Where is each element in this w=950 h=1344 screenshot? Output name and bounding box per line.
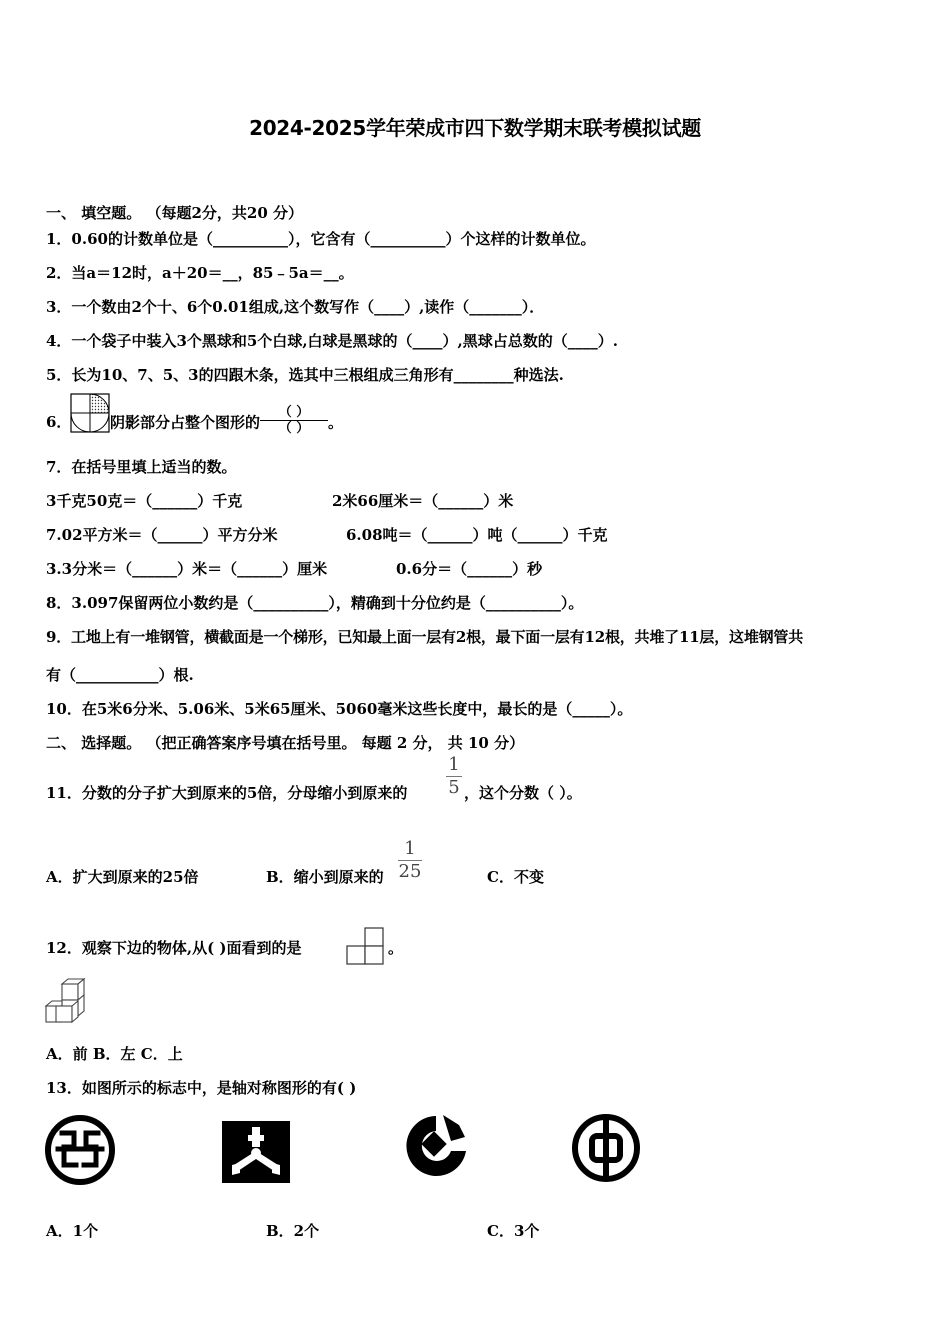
question-13-option-c: C．3个 [487, 1222, 540, 1240]
icbc-logo-icon [44, 1115, 116, 1185]
question-4: 4．一个袋子中装入3个黑球和5个白球,白球是黑球的（____）,黑球占总数的（____）. [46, 332, 618, 350]
question-7-intro: 7．在括号里填上适当的数。 [46, 458, 237, 476]
question-8: 8．3.097保留两位小数约是（__________），精确到十分位约是（__________）。 [46, 594, 584, 612]
question-1: 1．0.60的计数单位是（__________），它含有（__________）个这样的计数单位。 [46, 230, 596, 248]
page-title: 2024-2025学年荣成市四下数学期末联考模拟试题 [249, 116, 701, 140]
question-5: 5．长为10、7、5、3的四跟木条，选其中三根组成三角形有________种选法. [46, 366, 564, 384]
fraction-denominator: 5 [446, 776, 462, 799]
ccb-trident-logo-icon [222, 1121, 290, 1183]
fraction-numerator: 1 [448, 754, 460, 775]
fraction-denominator: （ ） [260, 420, 328, 436]
view-squares-figure [345, 926, 385, 966]
question-12-suffix: 。 [388, 939, 404, 957]
question-11-text: 11．分数的分子扩大到原来的5倍，分母缩小到原来的 [46, 784, 408, 802]
question-7-row2-b: 6.08吨＝（______）吨（______）千克 [346, 526, 608, 544]
question-13-option-a: A．1个 [46, 1222, 99, 1240]
question-11-option-b: B．缩小到原来的 [266, 868, 384, 886]
question-6-suffix: 。 [328, 413, 344, 432]
question-3: 3．一个数由2个十、6个0.01组成,这个数写作（____）,读作（_______）． [46, 298, 545, 316]
quarter-circle-figure [70, 393, 110, 433]
fraction-numerator: （ ） [278, 405, 310, 420]
ccb-coin-logo-icon [403, 1113, 469, 1179]
question-11-suffix: ，这个分数（ ）。 [464, 784, 582, 802]
question-7-row1-b: 2米66厘米＝（______）米 [332, 492, 514, 510]
question-10: 10．在5米6分米、5.06米、5米65厘米、5060毫米这些长度中，最长的是（_____）。 [46, 700, 633, 718]
question-7-row3-a: 3.3分米＝（______）米＝（______）厘米 [46, 560, 328, 578]
section-1-heading: 一、 填空题。 （每题2分，共20 分） [46, 204, 303, 222]
question-6 [110, 405, 344, 436]
question-11-option-c: C．不变 [487, 868, 544, 886]
question-9-line1: 9．工地上有一堆钢管，横截面是一个梯形，已知最上面一层有2根，最下面一层有12根，共堆了11层，这堆钢管共 [46, 628, 804, 646]
question-6-fraction [260, 405, 328, 436]
question-6-text: 阴影部分占整个图形的 [110, 413, 261, 432]
question-7-row2-a: 7.02平方米＝（______）平方分米 [46, 526, 278, 544]
question-7-row3-b: 0.6分＝（______）秒 [396, 560, 543, 578]
question-13-option-b: B．2个 [266, 1222, 320, 1240]
question-9-line2: 有（___________）根. [46, 666, 194, 684]
section-2-heading: 二、 选择题。 （把正确答案序号填在括号里。 每题 2 分， 共 10 分） [46, 734, 525, 752]
fraction-denominator: 25 [398, 861, 422, 882]
question-11-option-b-fraction [398, 838, 422, 883]
question-13-text: 13．如图所示的标志中，是轴对称图形的有( ) [46, 1079, 357, 1097]
question-6-prefix: 6． [46, 413, 72, 431]
question-12-text: 12．观察下边的物体,从( )面看到的是 [46, 939, 302, 957]
question-11-fraction [446, 754, 462, 799]
cube-stack-figure [44, 978, 88, 1028]
boc-logo-icon [570, 1113, 642, 1183]
fraction-numerator: 1 [404, 838, 416, 859]
question-2: 2．当a＝12时，a＋20＝__，85﹣5a＝__。 [46, 264, 354, 282]
question-12-options: A．前 B．左 C．上 [46, 1045, 183, 1063]
question-7-row1-a: 3千克50克＝（______）千克 [46, 492, 243, 510]
question-11-option-a: A．扩大到原来的25倍 [46, 868, 199, 886]
